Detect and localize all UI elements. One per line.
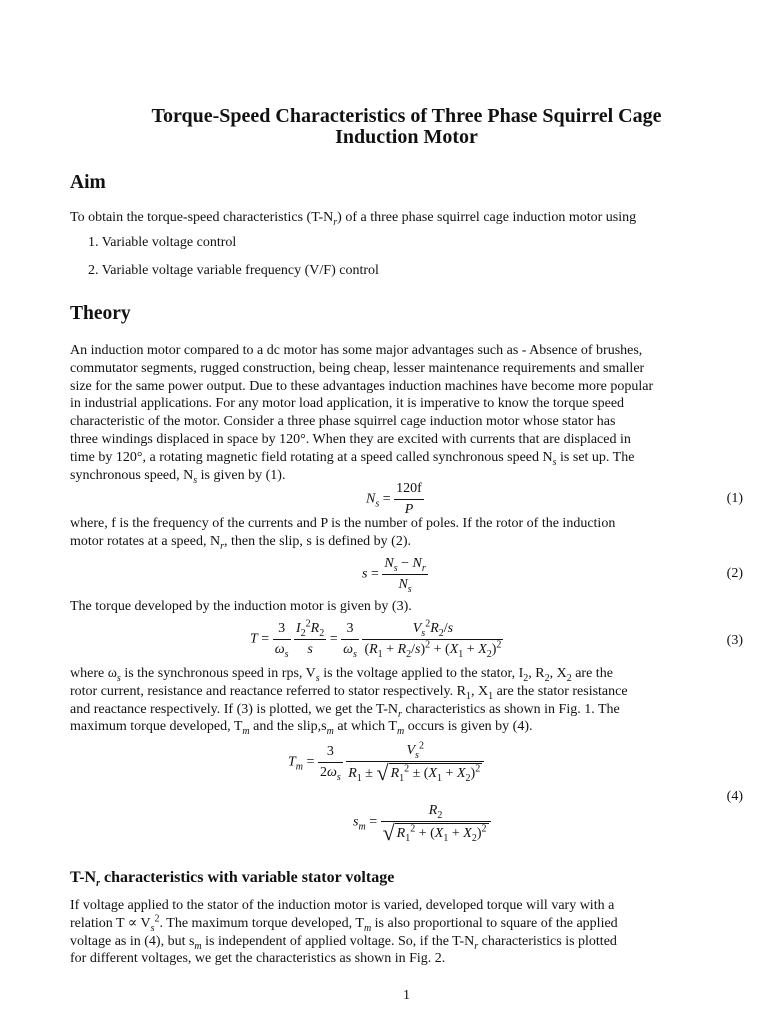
equation-number: (3)	[726, 633, 743, 648]
page-number: 1	[403, 988, 410, 1003]
theory-paragraph-1: An induction motor compared to a dc motor has some major advantages such as - Absence of brushes, commutator segments, rugged construction, being cheap, lesser maintenance requirements and smaller size for the same power output. Due to these advantages induction machines have become more popular in industrial applications. For any motor load application, it is imperative to know the torque speed characteristic of the motor. Consider a three phase squirrel cage induction motor whose stator has three windings displaced in space by 120°. When they are excited with currents that are displaced in time by 120°, a rotating magnetic field rotating at a speed called synchronous speed $N_s$ is set up. The synchronous speed, $N_s$ is given by (1).	[70, 343, 654, 486]
aim-text: To obtain the torque-speed characteristics $(T-N_r)$ of a three phase squirrel cage induction motor using	[70, 210, 637, 228]
theory-paragraph-4: where $\omega_s$ is the synchronous speed in rps, $V_s$ is the voltage applied to the stator, $I_2$, $R_2$, $X_2$ are the rotor current, resistance and reactance referred to stator respectively. $R_1$, $X_1$ are the stator resistance and reactance respectively. If (3) is plotted, we get the $T-N_r$ characteristics as shown in Fig. 1. The maximum torque developed, $T_m$ and the $slip,s_m$ at which $T_m$ occurs is given by (4).	[70, 666, 628, 738]
equation-number: (4)	[726, 789, 743, 804]
aim-heading: Aim	[70, 172, 106, 193]
aim-list	[88, 234, 379, 290]
variable-voltage-paragraph: If voltage applied to the stator of the induction motor is varied, developed torque will vary with a relation $T \propto V_s^2$. The maximum torque developed, $T_m$ is also proportional to square of the applied voltage as in (4), but $s_m$ is independent of applied voltage. So, if the $T-N_r$ characteristics is plotted for different voltages, we get the characteristics as shown in Fig. 2.	[70, 898, 618, 967]
equation-number: (2)	[726, 566, 743, 581]
document-title	[70, 106, 743, 148]
list-item: 1. Variable voltage control	[88, 235, 237, 250]
title-line-2: Induction Motor	[335, 126, 478, 148]
list-item: 2. Variable voltage variable frequency (V/F) control	[88, 263, 379, 278]
theory-paragraph-2: where, f is the frequency of the currents and P is the number of poles. If the rotor of the induction motor rotates at a speed, $N_r$, then the slip, s is defined by (2).	[70, 516, 616, 552]
theory-paragraph-3: The torque developed by the induction motor is given by (3).	[70, 599, 412, 614]
title-line-1: Torque-Speed Characteristics of Three Phase Squirrel Cage	[151, 105, 662, 127]
variable-voltage-heading: $T-N_r$ characteristics with variable stator voltage	[70, 869, 395, 890]
theory-heading: Theory	[70, 303, 131, 324]
document-page: Torque-Speed Characteristics of Three Phase Squirrel Cage Induction Motor Aim To obtain the torque-speed characteristics $(T-N_r)$ of a three phase squirrel cage induction motor using 1. Variable voltage control 2. Variable voltage variable frequency (V/F) control Theory An induction motor compared to a dc motor has some major advantages such as - Absence of brushes, commutator segments, rugged construction, being cheap, lesser maintenance requirements and smaller size for the same power output. Due to these advantages induction machines have become more popular in industrial applications. For any motor load application, it is imperative to know the torque speed characteristic of the motor. Consider a three phase squirrel cage induction motor whose stator has three windings displaced in space by 120°. When they are excited with currents that are displaced in time by 120°, a rotating magnetic field rotating at a speed called synchronous speed $N_s$ is set up. The synchronous speed, $N_s$ is given by (1). $N_s$ = $\frac{120f}{P}$ (1) where, f is the frequency of the currents and P is the number of poles. If the rotor of the induction motor rotates at a speed, $N_r$, then the slip, s is defined by (2). s = $\frac{N_s - N_r}{N_s}$ (2) The torque developed by the induction motor is given by (3). T = $\frac{3}{\omega_s}$ $\frac{I_2^2R_2}{s}$ = $\frac{3}{\omega_s}$ $\frac{V_s^2R_2/s}{(R_1 + R_2/s)^2 + (X_1 + X_2)^2}$ (3) where $\omega_s$ is the synchronous speed in rps, $V_s$ is the voltage applied to the stator, $I_2$, $R_2$, $X_2$ are the rotor current, resistance and reactance referred to stator respectively. $R_1$, $X_1$ are the stator resistance and reactance respectively. If (3) is plotted, we get the $T-N_r$ characteristics as shown in Fig. 1. The maximum torque developed, $T_m$ and the $slip,s_m$ at which $T_m$ occurs is given by (4). $T_m$ = $\frac{3}{2\omega_s}$ $\frac{V_s^2}{R_1 \pm √ R_1^2 \pm (X_1 + X_2)^2}$ $s_m$ = $\frac{R_2}{√ R_1^2 + (X_1 + X_2)^2}$ (4) $T-N_r$ characteristics with variable stator voltage If voltage applied to the stator of the induction motor is varied, developed torque will vary with a relation $T \propto V_s^2$. The maximum torque developed, $T_m$ is also proportional to square of the applied voltage as in (4), but $s_m$ is independent of applied voltage. So, if the $T-N_r$ characteristics is plotted for different voltages, we get the characteristics as shown in Fig. 2. 1	[70, 105, 743, 1003]
equation-number: (1)	[726, 491, 743, 506]
